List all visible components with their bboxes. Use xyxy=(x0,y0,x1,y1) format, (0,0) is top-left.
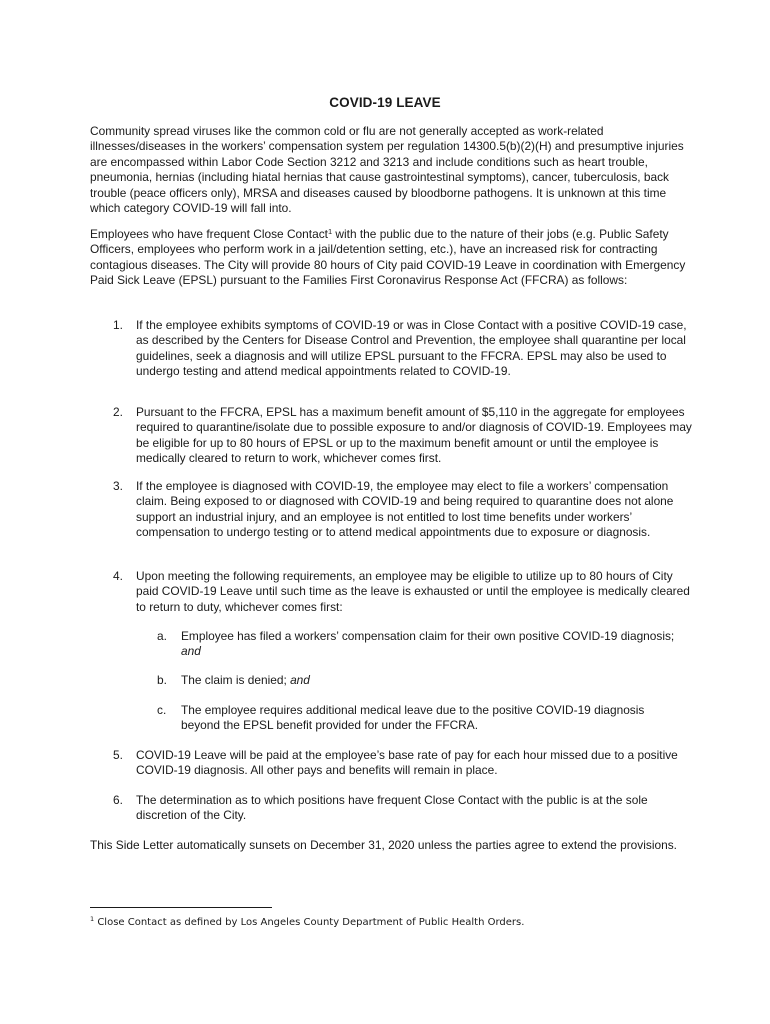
list-item-number: 4. xyxy=(113,569,123,583)
list-item-text: COVID-19 Leave will be paid at the employee’s base rate of pay for each hour missed due to a positive COVID-19 diagnosis. All other pays and benefits will remain in place. xyxy=(136,748,678,778)
sub-list-item-text: The claim is denied; and xyxy=(181,673,310,687)
list-item-text: The determination as to which positions have frequent Close Contact with the public is at the sole discretion of the City. xyxy=(136,793,648,823)
para2-text-end: with the public due to the nature of their jobs (e.g. Public Safety Officers, employees who perform work in a jail/detention setting, etc.), have an increased risk for contracting contagious diseases. The City will provide 80 hours of City paid COVID-19 Leave in coordination with Emergency Paid Sick Leave (EPSL) pursuant to the Families First Coronavirus Response Act (FFCRA) as follows: xyxy=(90,227,686,288)
closing-paragraph: This Side Letter automatically sunsets on December 31, 2020 unless the parties agree to extend the provisions. xyxy=(90,838,677,852)
sub-list-item-letter: b. xyxy=(157,673,167,687)
sub-list-item-letter: a. xyxy=(157,629,167,643)
sub-list-item-letter: c. xyxy=(157,703,167,717)
footnote-text: Close Contact as defined by Los Angeles County Department of Public Health Orders. xyxy=(94,917,525,928)
footnote-mark: 1 xyxy=(90,915,95,923)
list-item-text: If the employee is diagnosed with COVID-19, the employee may elect to file a workers’ compensation claim. Being exposed to or diagnosed with COVID-19 and being required to quarantine does not alone support an industrial injury, and an employee is not entitled to lost time benefits under workers’ compensation to undergo testing or to attend medical appointments due to exposure or diagnosis. xyxy=(136,479,674,540)
list-item-number: 3. xyxy=(113,479,123,493)
list-item-number: 6. xyxy=(113,793,123,807)
list-item-number: 1. xyxy=(113,318,123,332)
footnote-reference[interactable]: 1 xyxy=(327,227,333,236)
intro-paragraph: Community spread viruses like the common cold or flu are not generally accepted as work-related illnesses/diseases in the workers’ compensation system per regulation 14300.5(b)(2)(H) and presumptive injuries are encompassed within Labor Code Section 3212 and 3213 and include conditions such as heart trouble, pneumonia, hernias (including hiatal hernias that cause gastrointestinal symptoms), cancer, tuberculosis, back trouble (peace officers only), MRSA and diseases caused by bloodborne pathogens. It is unknown at this time which category COVID-19 will fall into. xyxy=(90,124,684,216)
list-item-number: 2. xyxy=(113,405,123,419)
list-item-text: Pursuant to the FFCRA, EPSL has a maximum benefit amount of $5,110 in the aggregate for employees required to quarantine/isolate due to possible exposure to and/or diagnosis of COVID-19. Employees may be eligible for up to 80 hours of EPSL or up to the maximum benefit amount or until the employee is medically cleared to return to work, whichever comes first. xyxy=(136,405,692,466)
list-item-text: Upon meeting the following requirements, an employee may be eligible to utilize up to 80 hours of City paid COVID-19 Leave until such time as the leave is exhausted or until the employee is medically cleared to return to duty, whichever comes first: xyxy=(136,569,690,614)
close-contact-paragraph xyxy=(90,227,690,289)
list-item-text: If the employee exhibits symptoms of COVID-19 or was in Close Contact with a positive COVID-19 case, as described by the Centers for Disease Control and Prevention, the employee shall quarantine per local guidelines, seek a diagnosis and will utilize EPSL pursuant to the FFCRA. EPSL may also be used to undergo testing and attend medical appointments related to COVID-19. xyxy=(136,318,687,379)
document-title: COVID-19 LEAVE xyxy=(329,95,441,110)
list-item-number: 5. xyxy=(113,748,123,762)
footnote xyxy=(90,916,690,929)
para2-text-start: Employees who have frequent Close Contact xyxy=(90,227,328,241)
sub-list-item-text: Employee has filed a workers’ compensation claim for their own positive COVID-19 diagnosis; and xyxy=(181,629,675,659)
sub-list-item-text: The employee requires additional medical leave due to the positive COVID-19 diagnosis beyond the EPSL benefit provided for under the FFCRA. xyxy=(181,703,645,733)
footnote-divider xyxy=(90,907,272,908)
